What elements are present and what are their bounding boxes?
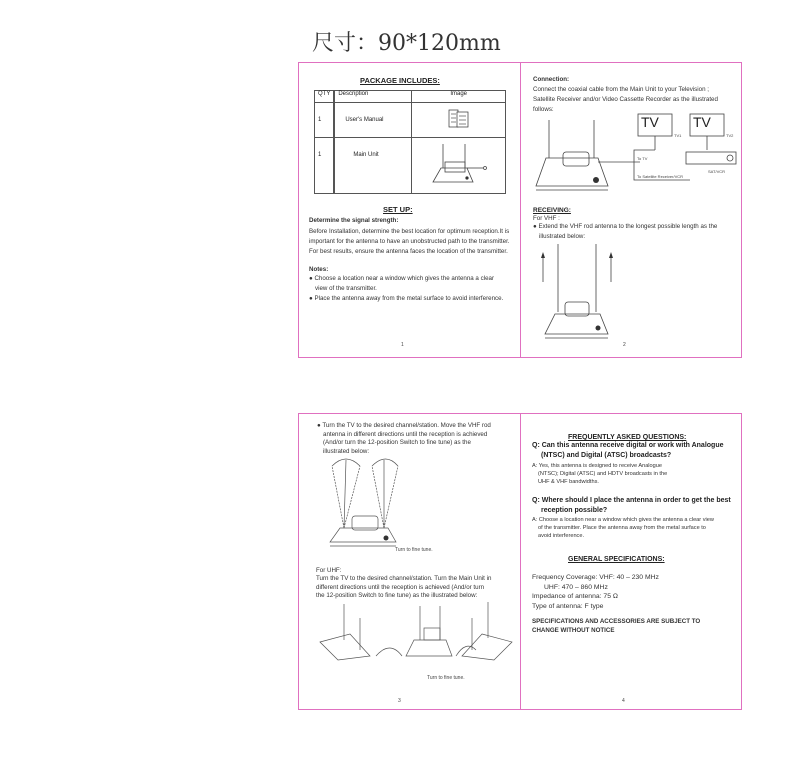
col-qty: QTY bbox=[315, 91, 335, 103]
fine-tune-label-2: Turn to fine tune. bbox=[427, 675, 465, 681]
fold-line bbox=[520, 62, 521, 358]
page-number: 3 bbox=[398, 698, 401, 704]
faq-answer-2 bbox=[532, 516, 714, 540]
cell-qty: 1 bbox=[315, 103, 335, 138]
cell-qty: 1 bbox=[315, 138, 335, 194]
spec-item: Impedance of antenna: 75 Ω bbox=[532, 593, 618, 600]
text-line: of the transmitter. Place the antenna away from the metal surface to bbox=[538, 525, 706, 531]
antenna-unit-image bbox=[429, 142, 489, 186]
text-line: CHANGE WITHOUT NOTICE bbox=[532, 627, 615, 634]
spec-item: Type of antenna: F type bbox=[532, 602, 604, 610]
text-line: A: Choose a location near a window which gives the antenna a clear view bbox=[532, 517, 714, 523]
spec-heading: GENERAL SPECIFICATIONS: bbox=[568, 556, 665, 563]
text-line: illustrated below: bbox=[539, 233, 586, 240]
text-line: reception possible? bbox=[541, 507, 608, 514]
spec-item: UHF: 470 – 860 MHz bbox=[544, 583, 608, 591]
text-line: Q: Can this antenna receive digital or work with Analogue bbox=[532, 442, 724, 449]
note-item: ● Place the antenna away from the metal surface to avoid interference. bbox=[309, 295, 504, 302]
text-line: Before Installation, determine the best location for optimum reception.It is bbox=[309, 228, 510, 235]
notes-heading: Notes: bbox=[309, 266, 329, 273]
text-line: A: Yes, this antenna is designed to receive Analogue bbox=[532, 463, 662, 469]
text-line: ● Turn the TV to the desired channel/station. Move the VHF rod bbox=[317, 422, 491, 429]
col-image: Image bbox=[412, 91, 506, 103]
text-line: (And/or turn the 12-position Switch to fine tune) as the bbox=[323, 439, 471, 446]
fine-tune-label: Turn to fine tune. bbox=[395, 547, 433, 553]
satvcr-label: SAT/VCR bbox=[708, 169, 726, 174]
uhf-text bbox=[316, 575, 491, 601]
text-line: SPECIFICATIONS AND ACCESSORIES ARE SUBJECT TO bbox=[532, 618, 701, 625]
cell-desc: User's Manual bbox=[334, 103, 412, 138]
text-line: Satellite Receiver and/or Video Cassette Recorder as the illustrated bbox=[533, 96, 718, 103]
text-line: different directions until the reception is achieved (And/or turn bbox=[316, 583, 485, 591]
faq-question-1 bbox=[532, 441, 724, 461]
text-line: ● Extend the VHF rod antenna to the longest possible length as the bbox=[533, 223, 718, 230]
text-line: UHF & VHF bandwidths. bbox=[538, 479, 599, 485]
spec-list bbox=[532, 573, 659, 611]
text-line: follows: bbox=[533, 106, 554, 113]
package-heading: PACKAGE INCLUDES: bbox=[360, 76, 440, 85]
cell-image bbox=[412, 138, 506, 194]
text-line: the 12-position Switch to fine tune) as the illustrated below: bbox=[316, 592, 478, 599]
page-number: 1 bbox=[401, 342, 404, 348]
signal-text bbox=[309, 227, 510, 257]
col-description: Description bbox=[334, 91, 412, 103]
faq-answer-1 bbox=[532, 462, 667, 486]
manual-icon bbox=[447, 109, 471, 129]
text-line: Turn the TV to the desired channel/station. Turn the Main Unit in bbox=[316, 575, 492, 582]
to-tv-label: To TV bbox=[637, 156, 648, 161]
note-item: view of the transmitter. bbox=[315, 285, 377, 292]
faq-question-2 bbox=[532, 496, 731, 516]
notice bbox=[532, 617, 700, 635]
text-line: (NTSC) and Digital (ATSC) broadcasts? bbox=[541, 452, 672, 459]
vhf-extend-diagram bbox=[540, 242, 620, 342]
notes-list bbox=[309, 274, 503, 304]
text-line: important for the antenna to have an unobstructed path to the transmitter. bbox=[309, 238, 510, 245]
tv2-label: TV bbox=[693, 114, 711, 130]
text-line: For best results, ensure the antenna faces the location of the transmitter. bbox=[309, 248, 508, 255]
receiving-heading: RECEIVING: bbox=[533, 207, 571, 214]
vhf-move-text bbox=[317, 422, 491, 456]
note-item: ● Choose a location near a window which gives the antenna a clear bbox=[309, 275, 495, 282]
text-line: Q: Where should I place the antenna in order to get the best bbox=[532, 497, 731, 504]
tv2-caption: TV2 bbox=[726, 133, 734, 138]
cell-desc: Main Unit bbox=[334, 138, 412, 194]
connection-heading: Connection: bbox=[533, 76, 570, 83]
for-vhf: For VHF : bbox=[533, 215, 560, 222]
tv1-label: TV bbox=[641, 114, 659, 130]
faq-heading: FREQUENTLY ASKED QUESTIONS: bbox=[568, 434, 687, 441]
spec-item: Frequency Coverage: VHF: 40 – 230 MHz bbox=[532, 574, 659, 581]
tv1-caption: TV1 bbox=[674, 133, 682, 138]
vhf-direction-diagram bbox=[328, 456, 428, 550]
text-line: avoid interference. bbox=[538, 533, 585, 539]
cell-image bbox=[412, 103, 506, 138]
text-line: antenna in different directions until the reception is achieved bbox=[323, 430, 488, 438]
fold-line bbox=[520, 413, 521, 710]
vhf-text bbox=[533, 222, 717, 242]
uhf-rotate-diagram bbox=[316, 600, 516, 680]
to-sat-label: To Satellite Receiver/VCR bbox=[637, 174, 684, 179]
text-line: (NTSC); Digital (ATSC) and HDTV broadcasts in the bbox=[538, 471, 668, 477]
signal-heading: Determine the signal strength: bbox=[309, 217, 399, 224]
page-number: 2 bbox=[623, 342, 626, 348]
package-table bbox=[314, 90, 506, 194]
page-number: 4 bbox=[622, 698, 625, 704]
text-line: Connect the coaxial cable from the Main Unit to your Television ; bbox=[533, 86, 709, 93]
document-title: 尺寸：90*120mm bbox=[312, 31, 501, 56]
for-uhf: For UHF: bbox=[316, 567, 342, 574]
text-line: illustrated below: bbox=[323, 447, 370, 455]
setup-heading: SET UP: bbox=[383, 205, 413, 214]
